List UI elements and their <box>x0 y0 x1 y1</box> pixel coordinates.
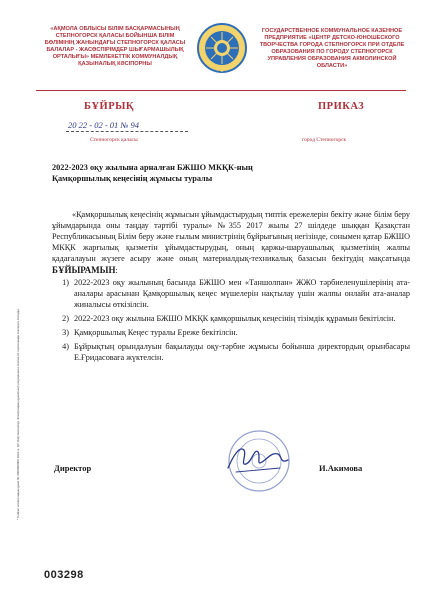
handwritten-date-number: 20 22 - 02 - 01 № 94 <box>68 120 140 130</box>
item-text: Қамқоршылық Кеңес туралы Ереже бекітілсін. <box>74 328 238 338</box>
handwritten-signature-icon <box>222 434 292 478</box>
header-org-kz: «АҚМОЛА ОБЛЫСЫ БІЛІМ БАСҚАРМАСЫНЫҢ СТЕПНОГОРСК ҚАЛАСЫ БОЙЫНША БІЛІМ БӨЛІМІНІҢ ЖАНЫНДАҒЫ СТЕПНОГОРСК ҚАЛАСЫ БАЛАЛАР - ЖАСӨСПІРІМДЕР ШЫҒАРМАШЫЛЫҚ ОРТАЛЫҒЫ» МЕМЛЕКЕТТІК КОММУНАЛДЫҚ ҚАЗЫНАЛЫҚ КӘСІПОРНЫ <box>44 26 186 67</box>
item-text: Бұйрықтың орындалуын бақылауды оқу-тәрбие жұмысы бойынша директордың орынбасары Е.Ғридасоваға жүктелсін. <box>74 341 410 362</box>
subject-line-1: 2022-2023 оқу жылына арналған БЖШО МКҚК-ның <box>52 163 253 172</box>
state-emblem-icon <box>196 22 248 74</box>
city-kz: Степногорск қаласы <box>90 137 138 143</box>
item-number: 4) <box>62 341 69 351</box>
item-number: 3) <box>62 328 69 338</box>
order-body <box>52 210 410 367</box>
order-subject <box>52 162 332 184</box>
order-items <box>52 278 410 363</box>
header-divider <box>36 90 406 91</box>
header-org-ru: ГОСУДАРСТВЕННОЕ КОММУНАЛЬНОЕ КАЗЕННОЕ ПРЕДПРИЯТИЕ «ЦЕНТР ДЕТСКО-ЮНОШЕСКОГО ТВОРЧЕСТВА ГОРОДА СТЕПНОГОРСК ПРИ ОТДЕЛЕ ОБРАЗОВАНИЯ ПО ГОРОДУ СТЕПНОГОРСК УПРАВЛЕНИЯ ОБРАЗОВАНИЯ АКМОЛИНСКОЙ ОБЛАСТИ» <box>259 28 405 69</box>
date-line <box>66 131 188 132</box>
signatory-role: Директор <box>54 463 92 473</box>
list-item <box>52 278 410 311</box>
city-ru: город Степногорск <box>302 137 347 143</box>
title-kz: БҰЙРЫҚ <box>84 101 135 112</box>
preamble-text: «Қамқоршылық кеңесінің жұмысын ұйымдастырудың типтік ережелерін бекіту және білім беру ұйымдарында оны таңдау тәртібі туралы» №355 2017 жылы 27 шілдеде шыққан Қазақстан Республикасының Білім беру және ғылым министрінің бұйрығының негізінде, сонымен қатар БЖШО МКҚК жарғылық қызметін ұйымдастырудың, оның қаржы-шаруашылық қызметінің жалпы қадағалауын жүзеге асыру және оның материалдық-техникалық базасын бекітудің мақсатында <box>52 210 410 263</box>
preamble-paragraph: «Қамқоршылық кеңесінің жұмысын ұйымдастырудың типтік ережелерін бекіту және білім беру ұйымдарында оны таңдау тәртібі туралы» №355 2017 жылы 27 шілдеде шыққан Қазақстан Республикасының Білім беру және ғылым министрінің бұйрығының негізінде, сонымен қатар БЖШО МКҚК жарғылық қызметін ұйымдастырудың, оның қаржы-шаруашылық қызметінің жалпы қадағалауын жүзеге асыру және оның материалдық-техникалық базасын бекітудің мақсатында БҰЙЫРАМЫН: <box>52 210 410 275</box>
esign-side-note: * Сәйкес электрондық құжат № 0000000000 2022 ж. ҚР ЭЦҚ тексерілді; Электрондық құжаттың түпнұсқасын e-license.kz порталында тексеруге болады. <box>16 308 20 520</box>
subject-line-2: Қамқоршылық кеңесінің жұмысы туралы <box>52 174 213 183</box>
item-text: 2022-2023 оқу жылының басында БЖШО мен «Таншолпан» ЖЖО тәрбиеленушілерінің ата-аналары арасынан Қамқоршылық кеңес мүшелерін нақтылау үшін жалпы онлайн ата-аналар жиналысы өткізілсін. <box>74 278 410 310</box>
list-item <box>52 328 410 339</box>
list-item <box>52 314 410 325</box>
serial-number: 003298 <box>44 569 84 581</box>
item-number: 1) <box>62 278 69 288</box>
signatory-name: И.Акимова <box>319 463 363 473</box>
order-word: БҰЙЫРАМЫН <box>52 264 116 275</box>
item-number: 2) <box>62 314 69 324</box>
title-ru: ПРИКАЗ <box>318 101 365 112</box>
list-item <box>52 342 410 364</box>
item-text: 2022-2023 оқу жылына БЖШО МКҚК қамқоршылық кеңесінің тізімдік құрамын бекітілсін. <box>74 314 396 324</box>
